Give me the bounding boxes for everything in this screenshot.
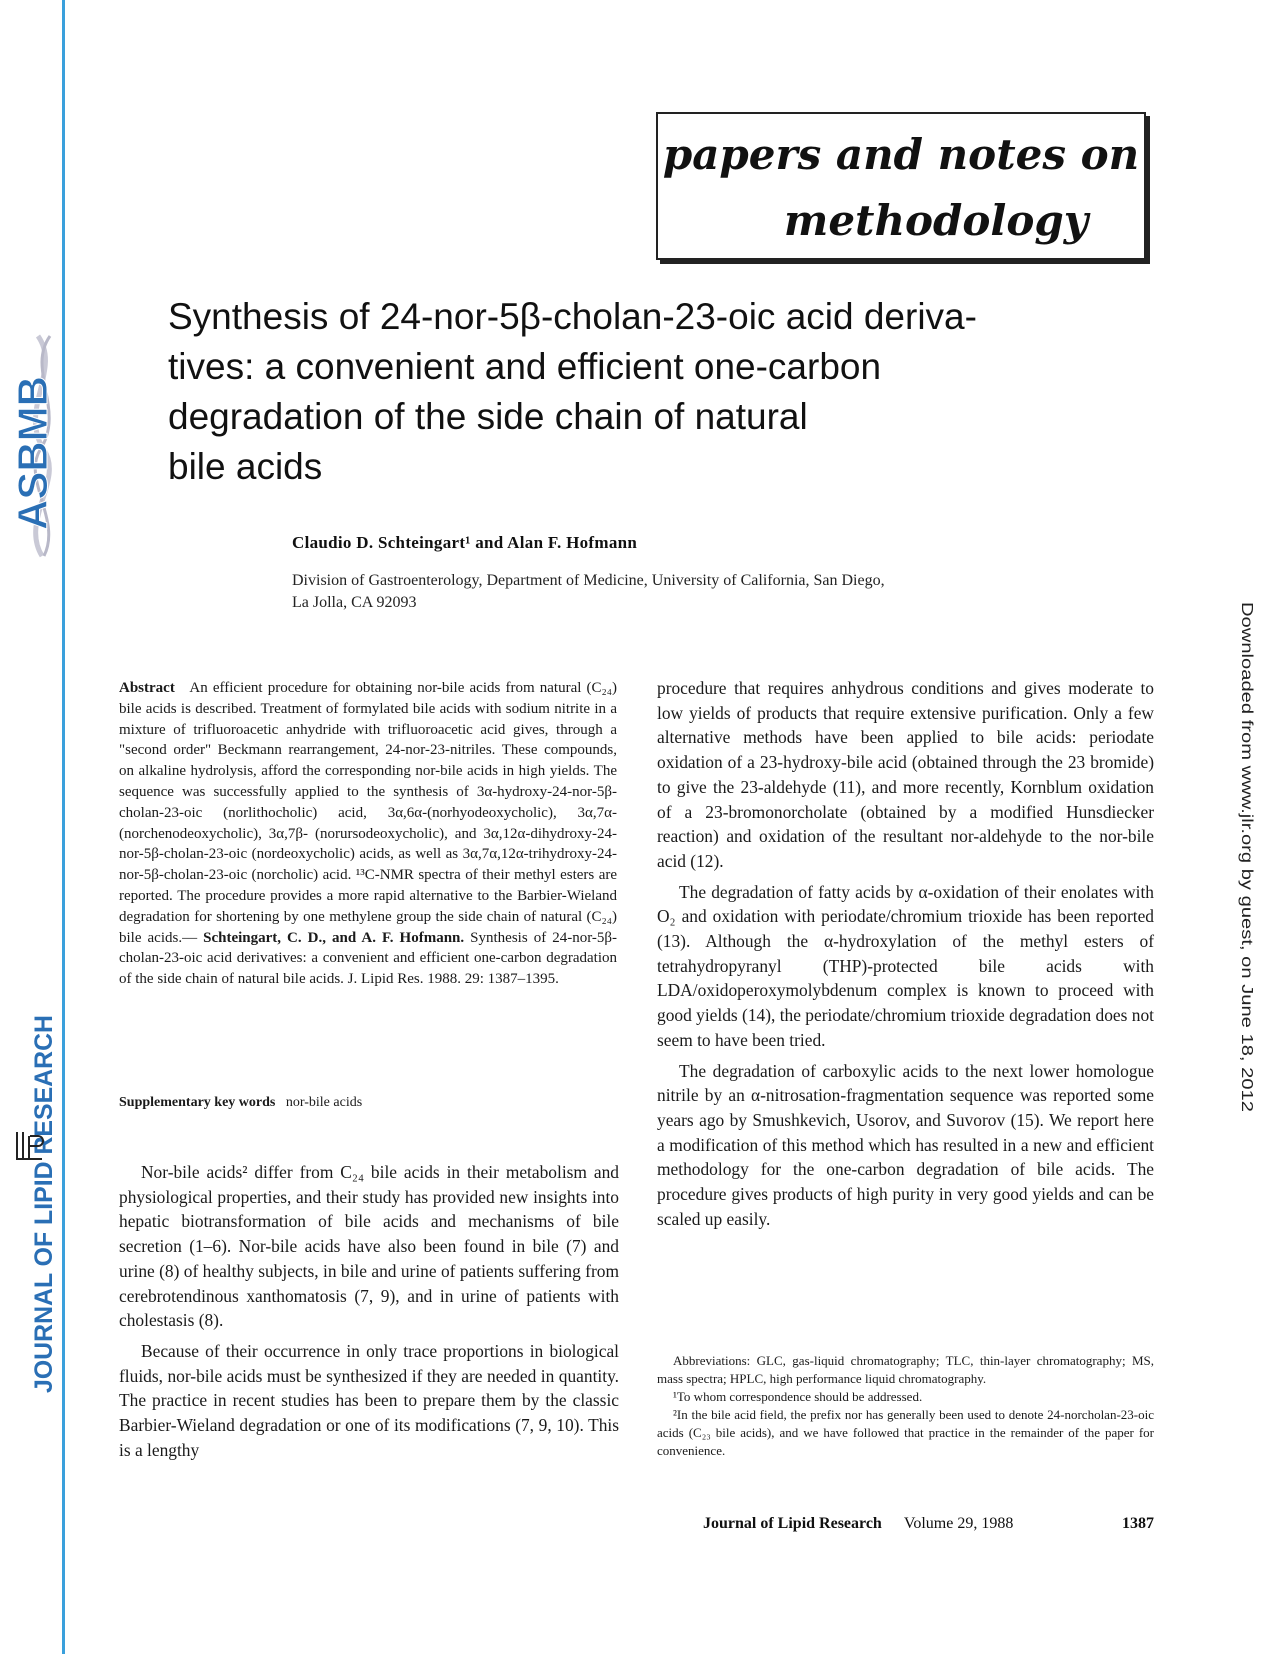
keywords-value: nor-bile acids xyxy=(285,1095,363,1110)
keywords xyxy=(119,1095,362,1111)
title-line3: degradation of the side chain of natural xyxy=(168,396,808,437)
body-paragraph: The degradation of fatty acids by α-oxidation of their enolates with O₂ and oxidation with periodate/chromium trioxide has been reported (13). Although the α-hydroxylation of the methyl esters of tetrahydropyranyl (THP)-protected bile acids with LDA/oxidoperoxymolybdenum complex is known to proceed with good yields (14), the periodate/chromium trioxide degradation does not seem to have been tried. xyxy=(657,881,1154,1050)
body-paragraph: procedure that requires anhydrous conditions and gives moderate to low yields of products that require extensive purification. Only a few alternative methods have been applied to bile acids: periodate oxidation of a 23-hydroxy-bile acid (obtained through the 23 bromide) to give the 23-aldehyde (11), and more recently, Kornblum oxidation of a 23-bromonorcholate (obtained by a modified Hunsdiecker reaction) and oxidation of the resultant nor-aldehyde to the nor-bile acid (12). xyxy=(657,678,1154,871)
section-header-line1: papers and notes on xyxy=(662,130,1140,179)
asbmb-text: ASBMB xyxy=(9,376,56,530)
affiliation xyxy=(292,570,1052,614)
keywords-label: Supplementary key words xyxy=(119,1095,276,1110)
download-notice xyxy=(1232,600,1262,1120)
citation-authors: Schteingart, C. D., and A. F. Hofmann. xyxy=(203,929,465,946)
title-line4: bile acids xyxy=(168,446,323,487)
page-footer xyxy=(703,1515,1154,1533)
footnote-1: ¹To whom correspondence should be addressed. xyxy=(673,1389,923,1404)
affiliation-line1: Division of Gastroenterology, Department of Medicine, University of California, San Diego, xyxy=(292,572,885,589)
download-text: Downloaded from www.jlr.org by guest, on June 18, 2012 xyxy=(1238,602,1255,1007)
body-column-right xyxy=(657,676,1154,1231)
asbmb-logo xyxy=(0,330,70,560)
footnote-abbreviations: Abbreviations: GLC, gas-liquid chromatography; TLC, thin-layer chromatography; MS, mass spectra; HPLC, high performance liquid chromatography. xyxy=(657,1353,1154,1386)
jlr-logo-icon xyxy=(12,1128,48,1164)
abstract xyxy=(119,678,617,990)
body-column-left xyxy=(119,1160,619,1462)
section-header-line2: methodology xyxy=(783,196,1089,245)
page-number: 1387 xyxy=(1122,1515,1154,1532)
abstract-text: An efficient procedure for obtaining nor-bile acids from natural (C₂₄) bile acids is described. Treatment of formylated bile acids with sodium nitrite in a mixture of trifluoroacetic anhydride with trifluoroacetic acid gives, through a "second order" Beckmann rearrangement, 24-nor-23-nitriles. These compounds, on alkaline hydrolysis, afford the corresponding nor-bile acids in high yields. The sequence was successfully applied to the synthesis of 3α-hydroxy-24-nor-5β-cholan-23-oic (norlithocholic) acid, 3α,6α-(norhyodeoxycholic), 3α,7α- (norchenodeoxycholic), 3α,7β- (norursodeoxycholic), and 3α,12α-dihydroxy-24-nor-5β-cholan-23-oic (nordeoxycholic) acids, as well as 3α,7α,12α-trihydroxy-24-nor-5β-cholan-23-oic (norcholic) acid. ¹³C-NMR spectra of their methyl esters are reported. The procedure provides a more rapid alternative to the Barbier-Wieland degradation for shortening by one methylene group the side chain of natural (C₂₄) bile acids.— xyxy=(119,680,617,946)
journal-vertical-text: JOURNAL OF LIPID RESEARCH xyxy=(30,1012,58,1393)
abstract-label: Abstract xyxy=(119,680,175,696)
footnote-2: ²In the bile acid field, the prefix nor has generally been used to denote 24-norcholan-23-oic acids (C₂₃ bile acids), and we have followed that practice in the remainder of the paper for convenience. xyxy=(657,1407,1154,1458)
body-paragraph: The degradation of carboxylic acids to the next lower homologue nitrile by an α-nitrosation-fragmentation sequence was reported some years ago by Smushkevich, Usorov, and Suvorov (15). We report here a modification of this method which has resulted in a new and efficient methodology for the one-carbon degradation of bile acids. The procedure gives products of high purity in very good yields and can be scaled up easily. xyxy=(657,1060,1154,1229)
body-paragraph: Because of their occurrence in only trace proportions in biological fluids, nor-bile acids must be synthesized if they are needed in quantity. The practice in recent studies has been to prepare them by the classic Barbier-Wieland degradation or one of its modifications (7, 9, 10). This is a lengthy xyxy=(119,1340,619,1460)
footnotes xyxy=(657,1352,1154,1460)
affiliation-line2: La Jolla, CA 92093 xyxy=(292,594,417,611)
section-header-box xyxy=(656,112,1146,260)
footer-journal: Journal of Lipid Research xyxy=(703,1515,882,1532)
footer-volume: Volume 29, 1988 xyxy=(903,1515,1014,1532)
title-line1: Synthesis of 24-nor-5β-cholan-23-oic acid deriva- xyxy=(168,296,977,337)
body-paragraph: Nor-bile acids² differ from C₂₄ bile acids in their metabolism and physiological properties, and their study has provided new insights into hepatic biotransformation of bile acids and mechanisms of bile secretion (1–6). Nor-bile acids have also been found in bile (7) and urine (8) of healthy subjects, in bile and urine of patients suffering from cerebrotendinous xanthomatosis (7, 9), and in urine of patients with cholestasis (8). xyxy=(119,1162,619,1331)
author-list: Claudio D. Schteingart¹ and Alan F. Hofmann xyxy=(292,533,638,552)
article-title xyxy=(168,292,1128,492)
citation-text: Synthesis of 24-nor-5β-cholan-23-oic acid derivatives: a convenient and efficient one-carbon degradation of the side chain of natural bile acids. J. Lipid Res. 1988. 29: 1387–1395. xyxy=(119,929,618,988)
title-line2: tives: a convenient and efficient one-carbon xyxy=(168,346,882,387)
journal-vertical-label xyxy=(8,1010,68,1410)
